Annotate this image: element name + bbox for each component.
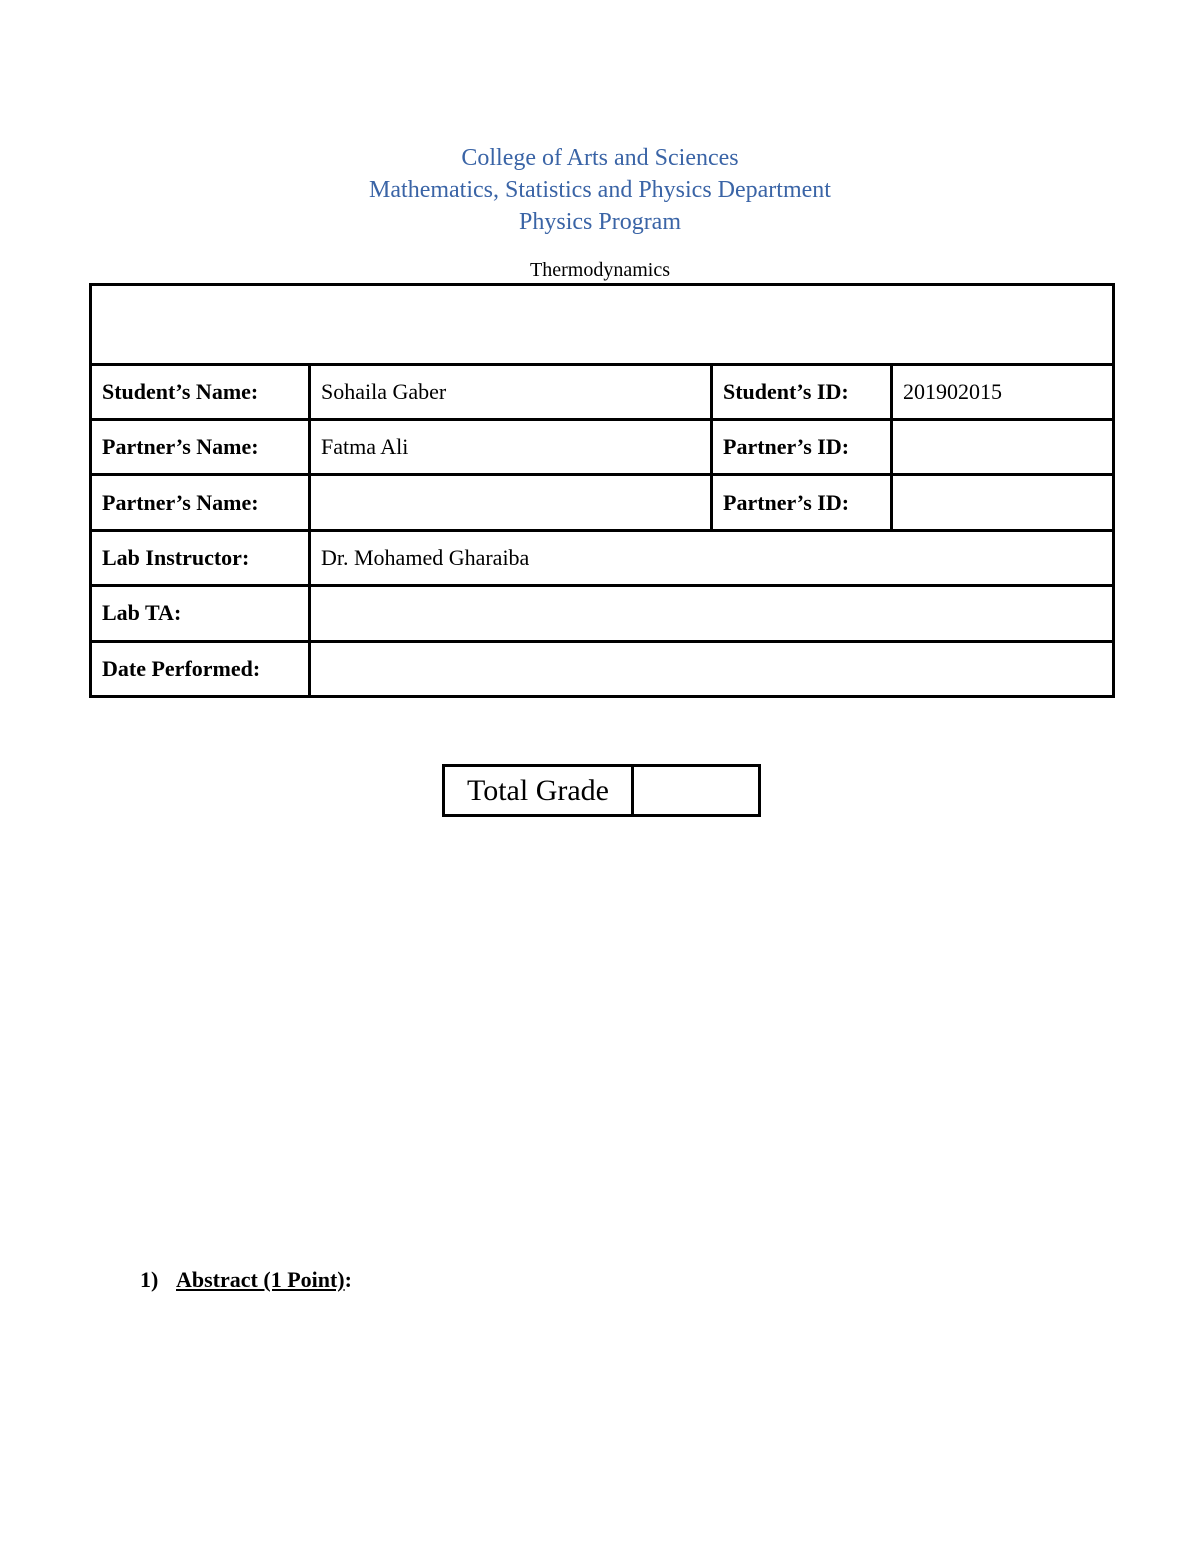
table-row <box>91 419 1114 474</box>
table-row <box>91 641 1114 696</box>
partner-id-value[interactable] <box>892 475 1114 530</box>
lab-ta-label: Lab TA: <box>91 586 310 641</box>
student-id-value[interactable]: 201902015 <box>892 364 1114 419</box>
table-row <box>91 586 1114 641</box>
section-number: 1) <box>140 1267 159 1292</box>
partner-id-label: Partner’s ID: <box>712 475 892 530</box>
table-title-row <box>91 285 1114 365</box>
lab-info-table <box>89 283 1115 698</box>
table-title-cell[interactable] <box>91 285 1114 365</box>
student-id-label: Student’s ID: <box>712 364 892 419</box>
lab-instructor-label: Lab Instructor: <box>91 530 310 585</box>
partner-name-value[interactable] <box>310 475 712 530</box>
total-grade-table <box>442 764 761 817</box>
lab-ta-value[interactable] <box>310 586 1114 641</box>
lab-instructor-value[interactable]: Dr. Mohamed Gharaiba <box>310 530 1114 585</box>
section-suffix: : <box>344 1267 352 1292</box>
partner-id-value[interactable] <box>892 419 1114 474</box>
section-title: Abstract (1 Point) <box>176 1267 345 1292</box>
table-row <box>91 530 1114 585</box>
partner-id-label: Partner’s ID: <box>712 419 892 474</box>
section-heading-abstract <box>140 1265 352 1295</box>
partner-name-label: Partner’s Name: <box>91 419 310 474</box>
student-name-value[interactable]: Sohaila Gaber <box>310 364 712 419</box>
college-name: College of Arts and Sciences <box>461 145 739 171</box>
subject-title: Thermodynamics <box>530 259 670 281</box>
date-performed-label: Date Performed: <box>91 641 310 696</box>
total-grade-value[interactable] <box>633 766 760 816</box>
partner-name-value[interactable]: Fatma Ali <box>310 419 712 474</box>
table-row <box>91 364 1114 419</box>
student-name-label: Student’s Name: <box>91 364 310 419</box>
table-row <box>91 475 1114 530</box>
total-grade-label: Total Grade <box>444 766 633 816</box>
department-name: Mathematics, Statistics and Physics Department <box>369 177 831 203</box>
program-name: Physics Program <box>519 209 681 235</box>
date-performed-value[interactable] <box>310 641 1114 696</box>
partner-name-label: Partner’s Name: <box>91 475 310 530</box>
